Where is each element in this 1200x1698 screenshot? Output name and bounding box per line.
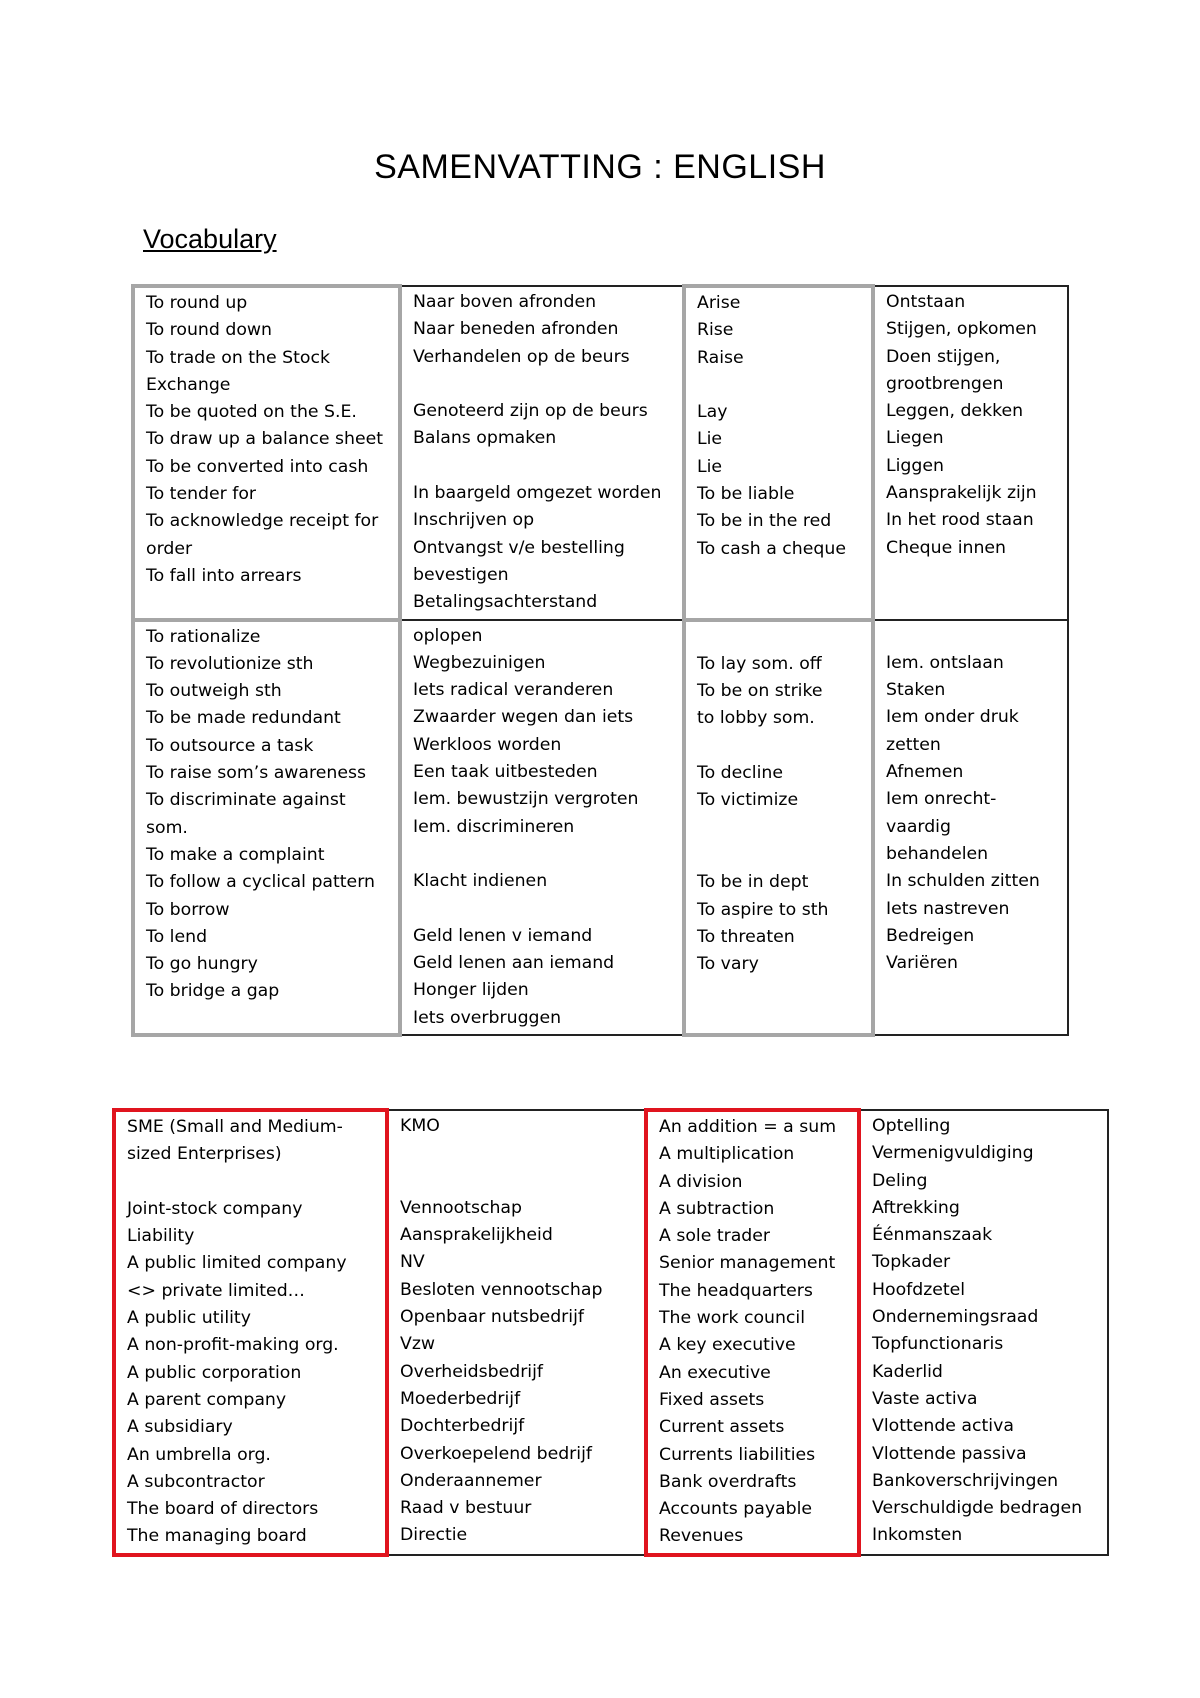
vocabulary-table-1 <box>131 284 1069 1037</box>
table-cell <box>859 1110 1108 1555</box>
cell-line: Exchange <box>146 374 231 395</box>
cell-line: To be converted into cash <box>146 456 369 477</box>
cell-line: Liggen <box>886 455 944 476</box>
cell-line: To be liable <box>697 484 795 505</box>
cell-line: To make a complaint <box>146 844 325 865</box>
cell-line <box>413 371 678 398</box>
cell-line: som. <box>146 817 188 838</box>
cell-line: grootbrengen <box>886 373 1004 394</box>
cell-line: Raise <box>697 347 744 368</box>
table-cell <box>400 620 684 1035</box>
table-cell <box>133 286 400 620</box>
cell-line: KMO <box>400 1116 440 1136</box>
cell-line: To go hungry <box>146 954 258 975</box>
cell-line: To raise som’s awareness <box>146 763 366 784</box>
cell-line: Inkomsten <box>872 1525 963 1546</box>
cell-line: The board of directors <box>127 1499 319 1520</box>
table-cell <box>684 286 873 620</box>
cell-line: Betalingsachterstand <box>413 592 598 613</box>
cell-line: Joint-stock company <box>127 1198 303 1219</box>
cell-line <box>697 372 867 399</box>
cell-line: A public utility <box>127 1308 251 1329</box>
cell-line: A subtraction <box>659 1198 775 1219</box>
cell-line: To be made redundant <box>146 708 341 729</box>
cell-line: Hoofdzetel <box>872 1279 966 1300</box>
page-title: SAMENVATTING : ENGLISH <box>374 148 826 186</box>
cell-line: Current assets <box>659 1417 785 1438</box>
cell-line: Stijgen, opkomen <box>886 319 1037 340</box>
cell-line: A division <box>659 1171 743 1192</box>
cell-line: Zwaarder wegen dan iets <box>413 707 634 728</box>
cell-line: Werkloos worden <box>413 734 562 755</box>
cell-line: A subcontractor <box>127 1471 265 1492</box>
cell-line: Iets nastreven <box>886 898 1010 919</box>
table-cell <box>873 286 1068 620</box>
cell-line: Vaste activa <box>872 1388 978 1409</box>
cell-line: Liegen <box>886 428 944 449</box>
cell-line: Aftrekking <box>872 1197 960 1218</box>
cell-line: Aansprakelijk zijn <box>886 483 1037 504</box>
cell-line: Arise <box>697 293 741 313</box>
cell-line: Vennootschap <box>400 1197 522 1218</box>
cell-line: Aansprakelijkheid <box>400 1225 553 1246</box>
cell-line: Revenues <box>659 1526 744 1547</box>
table-cell <box>684 620 873 1035</box>
cell-line: To bridge a gap <box>146 981 280 1002</box>
cell-line: Honger lijden <box>413 980 529 1001</box>
table-row <box>133 286 1068 620</box>
cell-line: To outweigh sth <box>146 681 282 702</box>
cell-line: Klacht indienen <box>413 871 548 892</box>
cell-line: In schulden zitten <box>886 871 1040 892</box>
cell-line: Verschuldigde bedragen <box>872 1498 1083 1519</box>
cell-line: A public limited company <box>127 1253 347 1274</box>
cell-line: A non-profit-making org. <box>127 1335 339 1356</box>
cell-line: To fall into arrears <box>146 565 302 586</box>
cell-line: Wegbezuinigen <box>413 652 546 673</box>
cell-line: Iem. bewustzijn vergroten <box>413 789 639 810</box>
cell-line: Accounts payable <box>659 1499 813 1520</box>
cell-line: Vlottende activa <box>872 1416 1014 1437</box>
cell-line: Bank overdrafts <box>659 1471 797 1492</box>
cell-line: Variëren <box>886 953 958 974</box>
cell-line: vaardig <box>886 816 951 837</box>
cell-line <box>127 1169 381 1196</box>
cell-line: Bankoverschrijvingen <box>872 1470 1059 1491</box>
cell-line: To tender for <box>146 484 257 505</box>
cell-line <box>413 453 678 480</box>
cell-line: Iem. discrimineren <box>413 816 575 837</box>
cell-line: Éénmanszaak <box>872 1225 993 1246</box>
cell-line: Vermenigvuldiging <box>872 1143 1034 1164</box>
cell-line: To trade on the Stock <box>146 347 330 368</box>
cell-line: NV <box>400 1252 425 1273</box>
cell-line: Geld lenen aan iemand <box>413 953 615 974</box>
cell-line: To acknowledge receipt for <box>146 511 379 532</box>
cell-line: Iem. ontslaan <box>886 652 1004 673</box>
cell-line: To vary <box>697 954 759 975</box>
cell-line: To draw up a balance sheet <box>146 429 383 450</box>
cell-line: Rise <box>697 320 734 341</box>
cell-line: Onderaannemer <box>400 1470 542 1491</box>
cell-line: To outsource a task <box>146 735 314 756</box>
cell-line <box>886 623 1063 650</box>
cell-line: To cash a cheque <box>697 538 846 559</box>
table-cell <box>400 286 684 620</box>
cell-line: To round down <box>146 320 272 341</box>
cell-line: Lay <box>697 402 728 423</box>
cell-line <box>697 815 867 842</box>
cell-line: Lie <box>697 456 723 477</box>
cell-line: SME (Small and Medium- <box>127 1117 343 1137</box>
cell-line: Liability <box>127 1226 195 1247</box>
cell-line: To aspire to sth <box>697 899 829 920</box>
cell-line: Vzw <box>400 1334 436 1355</box>
cell-line: The work council <box>659 1308 806 1329</box>
cell-line: Verhandelen op de beurs <box>413 346 630 367</box>
cell-line: Openbaar nutsbedrijf <box>400 1307 584 1328</box>
cell-line: Moederbedrijf <box>400 1388 521 1409</box>
cell-line <box>697 624 867 651</box>
cell-line: Ontstaan <box>886 292 966 312</box>
cell-line <box>697 733 867 760</box>
cell-line: Iem onder druk <box>886 707 1019 728</box>
cell-line: Ondernemingsraad <box>872 1307 1039 1328</box>
cell-line: Iem onrecht- <box>886 789 997 810</box>
cell-line: The managing board <box>127 1526 307 1547</box>
cell-line: bevestigen <box>413 564 509 585</box>
cell-line <box>400 1168 640 1195</box>
cell-line: Overkoepelend bedrijf <box>400 1443 592 1464</box>
cell-line: <> private limited… <box>127 1280 305 1301</box>
cell-line: Directie <box>400 1525 468 1546</box>
cell-line: Iets radical veranderen <box>413 680 614 701</box>
cell-line: A sole trader <box>659 1226 770 1247</box>
cell-line: Raad v bestuur <box>400 1498 532 1519</box>
cell-line <box>413 896 678 923</box>
cell-line: To discriminate against <box>146 790 346 811</box>
cell-line: Staken <box>886 680 946 701</box>
cell-line: Genoteerd zijn op de beurs <box>413 401 648 422</box>
cell-line: Topfunctionaris <box>872 1334 1004 1355</box>
table-cell <box>646 1110 859 1555</box>
cell-line: Fixed assets <box>659 1389 765 1410</box>
cell-line: Besloten vennootschap <box>400 1279 603 1300</box>
table-row <box>133 620 1068 1035</box>
cell-line: A subsidiary <box>127 1417 233 1438</box>
cell-line: Overheidsbedrijf <box>400 1361 543 1382</box>
cell-line: Bedreigen <box>886 925 975 946</box>
cell-line: Balans opmaken <box>413 428 557 449</box>
cell-line <box>697 842 867 869</box>
cell-line: To be in the red <box>697 511 832 532</box>
cell-line: Inschrijven op <box>413 510 535 531</box>
cell-line: Naar boven afronden <box>413 292 597 312</box>
cell-line: Cheque innen <box>886 537 1006 558</box>
cell-line: Naar beneden afronden <box>413 319 619 340</box>
cell-line: Senior management <box>659 1253 836 1274</box>
cell-line: Ontvangst v/e bestelling <box>413 537 625 558</box>
table-cell <box>387 1110 646 1555</box>
cell-line: To threaten <box>697 926 795 947</box>
cell-line: An executive <box>659 1362 771 1383</box>
cell-line: To lend <box>146 926 208 947</box>
cell-line: The headquarters <box>659 1280 813 1301</box>
cell-line: Iets overbruggen <box>413 1007 562 1028</box>
vocabulary-table-2 <box>112 1108 1109 1557</box>
table-row <box>114 1110 1108 1555</box>
cell-line: An umbrella org. <box>127 1444 271 1465</box>
cell-line: To round up <box>146 293 248 313</box>
cell-line: To follow a cyclical pattern <box>146 872 375 893</box>
cell-line: Een taak uitbesteden <box>413 762 598 783</box>
cell-line: To lay som. off <box>697 653 822 674</box>
cell-line: Doen stijgen, <box>886 346 1001 367</box>
cell-line: Afnemen <box>886 762 964 783</box>
cell-line: Deling <box>872 1170 928 1191</box>
table-cell <box>873 620 1068 1035</box>
cell-line: To be quoted on the S.E. <box>146 402 357 423</box>
cell-line: In het rood staan <box>886 510 1034 531</box>
cell-line: Geld lenen v iemand <box>413 925 593 946</box>
cell-line <box>400 1140 640 1167</box>
cell-line: A public corporation <box>127 1362 302 1383</box>
cell-line <box>413 841 678 868</box>
cell-line: Kaderlid <box>872 1361 943 1382</box>
cell-line: To be on strike <box>697 681 823 702</box>
cell-line: To rationalize <box>146 626 261 647</box>
cell-line: To be in dept <box>697 872 809 893</box>
table-cell <box>133 620 400 1035</box>
cell-line: Vlottende passiva <box>872 1443 1027 1464</box>
cell-line: A key executive <box>659 1335 796 1356</box>
cell-line: Optelling <box>872 1116 951 1136</box>
cell-line: Topkader <box>872 1252 951 1273</box>
cell-line: oplopen <box>413 625 483 646</box>
cell-line: sized Enterprises) <box>127 1144 282 1165</box>
cell-line: A multiplication <box>659 1144 795 1165</box>
cell-line: Dochterbedrijf <box>400 1416 525 1437</box>
section-heading-vocabulary: Vocabulary <box>143 224 277 254</box>
cell-line: behandelen <box>886 843 989 864</box>
cell-line: To victimize <box>697 790 799 811</box>
cell-line: To decline <box>697 763 783 784</box>
cell-line: to lobby som. <box>697 708 815 729</box>
cell-line: A parent company <box>127 1389 287 1410</box>
cell-line: To borrow <box>146 899 230 920</box>
cell-line: To revolutionize sth <box>146 653 314 674</box>
cell-line: An addition = a sum <box>659 1117 837 1137</box>
table-cell <box>114 1110 387 1555</box>
cell-line: Currents liabilities <box>659 1444 816 1465</box>
cell-line: Leggen, dekken <box>886 401 1024 422</box>
cell-line: order <box>146 538 193 559</box>
cell-line: Lie <box>697 429 723 450</box>
cell-line: zetten <box>886 734 941 755</box>
cell-line: In baargeld omgezet worden <box>413 483 662 504</box>
